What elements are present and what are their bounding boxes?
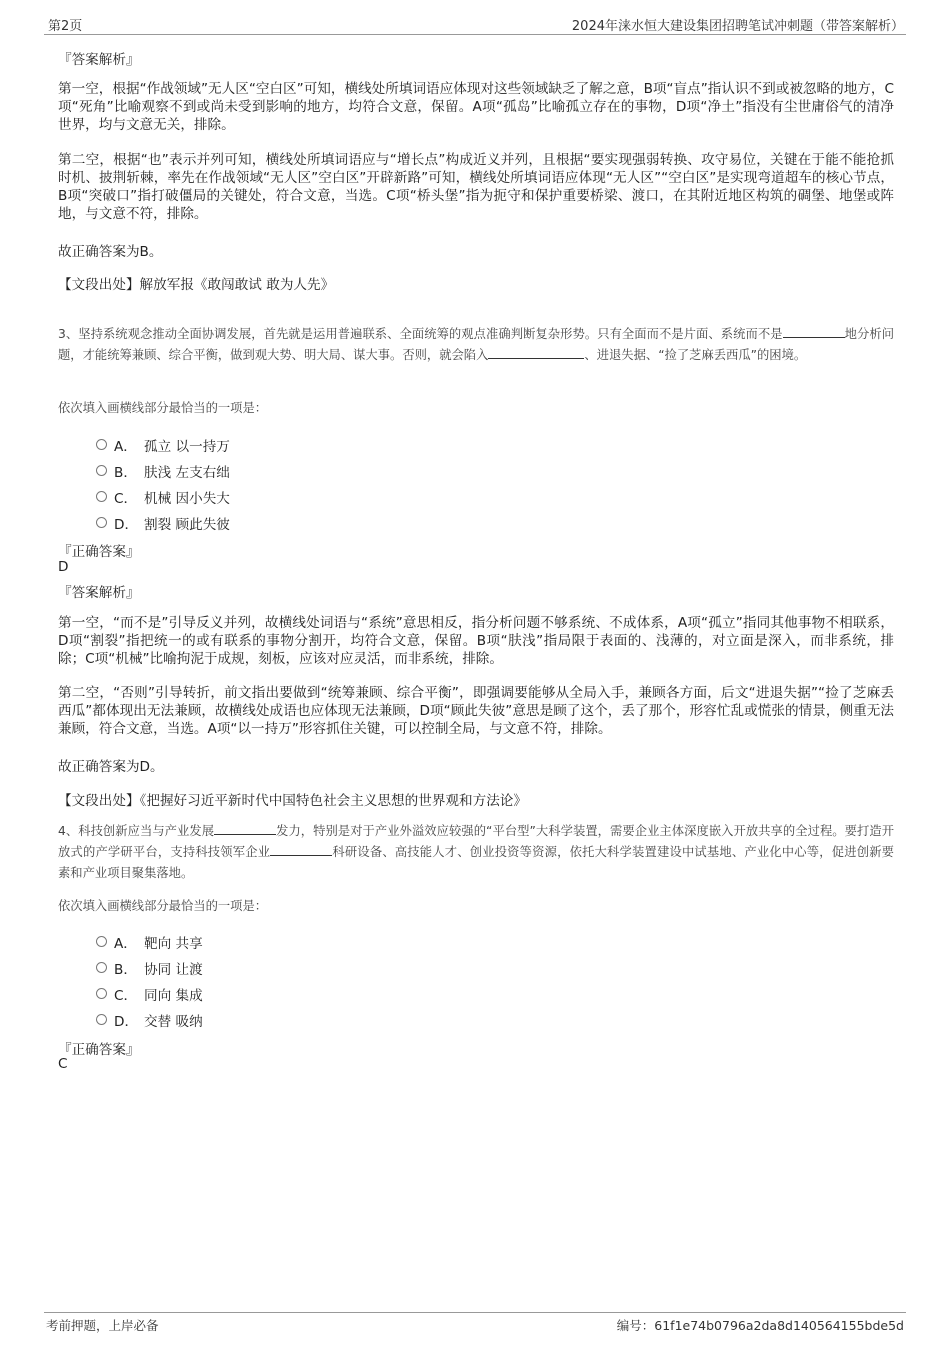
answer-label: 『正确答案』	[58, 544, 140, 560]
option-letter: B．	[114, 465, 137, 481]
source-citation: 【文段出处】解放军报《敢闯敢试 敢为人先》	[58, 277, 335, 293]
analysis-paragraph: 第一空，根据“作战领域”无人区“空白区”可知，横线处所填词语应体现对这些领域缺乏了解之意，B项“盲点”指认识不到或被忽略的地方，C项“死角”比喻观察不到或尚未受到影响的地方，均符合文意，保留。A项“孤岛”比喻孤立存在的事物，D项“净土”指没有尘世庸俗气的清净世界，均与文意无关，排除。	[58, 81, 894, 133]
option-letter: C．	[114, 988, 138, 1004]
correct-answer: C	[58, 1056, 68, 1072]
radio-icon[interactable]	[96, 936, 107, 947]
radio-icon[interactable]	[96, 439, 107, 450]
option-letter: A．	[114, 439, 137, 455]
question-prompt: 依次填入画横线部分最恰当的一项是：	[58, 899, 268, 913]
option-text: 交替 吸纳	[144, 1014, 203, 1030]
fill-blank	[783, 324, 845, 338]
question-prompt: 依次填入画横线部分最恰当的一项是：	[58, 401, 268, 415]
source-citation: 【文段出处】《把握好习近平新时代中国特色社会主义思想的世界观和方法论》	[58, 793, 527, 809]
answer-label: 『正确答案』	[58, 1042, 140, 1058]
radio-icon[interactable]	[96, 465, 107, 476]
correct-answer: D	[58, 559, 69, 575]
fill-blank	[488, 345, 584, 359]
radio-icon[interactable]	[96, 1014, 107, 1025]
option-text: 肤浅 左支右绌	[144, 465, 230, 481]
page-header	[44, 14, 906, 35]
option-letter: A．	[114, 936, 137, 952]
option-text: 割裂 顾此失彼	[144, 517, 230, 533]
radio-icon[interactable]	[96, 962, 107, 973]
option-letter: C．	[114, 491, 138, 507]
radio-icon[interactable]	[96, 988, 107, 999]
option-letter: B．	[114, 962, 137, 978]
page-number: 第2页	[48, 19, 83, 34]
analysis-label: 『答案解析』	[58, 585, 140, 601]
analysis-paragraph: 第二空，“否则”引导转折，前文指出要做到“统筹兼顾、综合平衡”，即强调要能够从全局入手，兼顾各方面，后文“进退失据”“捡了芝麻丢西瓜”都体现出无法兼顾，故横线处成语也应体现无法兼顾，D项“顾此失彼”意思是顾了这个，丢了那个，形容忙乱或慌张的情景，侧重无法兼顾，符合文意，当选。A项“以一持万”形容抓住关键，可以控制全局，与文意不符，排除。	[58, 685, 894, 737]
document-title: 2024年涞水恒大建设集团招聘笔试冲刺题（带答案解析）	[571, 19, 904, 34]
fill-blank	[270, 842, 332, 856]
radio-icon[interactable]	[96, 491, 107, 502]
option-text: 协同 让渡	[144, 962, 203, 978]
radio-icon[interactable]	[96, 517, 107, 528]
option-text: 机械 因小失大	[144, 491, 230, 507]
analysis-paragraph: 第二空，根据“也”表示并列可知，横线处所填词语应与“增长点”构成近义并列，且根据“要实现强弱转换、攻守易位，关键在于能不能抢抓时机、披荆斩棘，率先在作战领域“无人区”空白区”开辟新路”可知，横线处所填词语应体现“无人区”“空白区”是实现弯道超车的核心节点，B项“突破口”指打破僵局的关键处，符合文意，当选。C项“桥头堡”指为扼守和保护重要桥梁、渡口，在其附近地区构筑的碉堡、地堡或阵地，与文意不符，排除。	[58, 152, 894, 222]
footer-slogan: 考前押题，上岸必备	[46, 1318, 159, 1333]
option-letter: D．	[114, 1014, 139, 1030]
option-text: 同向 集成	[144, 988, 203, 1004]
analysis-paragraph: 第一空，“而不是”引导反义并列，故横线处词语与“系统”意思相反，指分析问题不够系统、不成体系，A项“孤立”指同其他事物不相联系，D项“割裂”指把统一的或有联系的事物分割开，均符合文意，保留。B项“肤浅”指局限于表面的、浅薄的，对立面是深入，而非系统，排除；C项“机械”比喻拘泥于成规，刻板，应该对应灵活，而非系统，排除。	[58, 615, 894, 667]
option-text: 孤立 以一持万	[144, 439, 230, 455]
question-3-stem: 3、坚持系统观念推动全面协调发展，首先就是运用普遍联系、全面统筹的观点准确判断复杂形势。只有全面而不是片面、系统而不是 地分析问题，才能统筹兼顾、综合平衡，做到观大势、明大局、谋大事。否则，就会陷入 、进退失据、“捡了芝麻丢西瓜”的困境。	[58, 324, 894, 366]
option-text: 靶向 共享	[144, 936, 203, 952]
document-id: 编号：61f1e74b0796a2da8d140564155bde5d	[616, 1318, 904, 1333]
conclusion: 故正确答案为B。	[58, 244, 163, 260]
conclusion: 故正确答案为D。	[58, 759, 164, 775]
analysis-label: 『答案解析』	[58, 52, 140, 68]
page-footer	[44, 1312, 906, 1335]
fill-blank	[214, 821, 276, 835]
question-4-stem: 4、科技创新应当与产业发展 发力，特别是对于产业外溢效应较强的“平台型”大科学装置，需要企业主体深度嵌入开放共享的全过程。要打造开放式的产学研平台，支持科技领军企业 科研设备、高技能人才、创业投资等资源，依托大科学装置建设中试基地、产业化中心等，促进创新要素和产业项目聚集落地。	[58, 821, 894, 884]
option-letter: D．	[114, 517, 139, 533]
